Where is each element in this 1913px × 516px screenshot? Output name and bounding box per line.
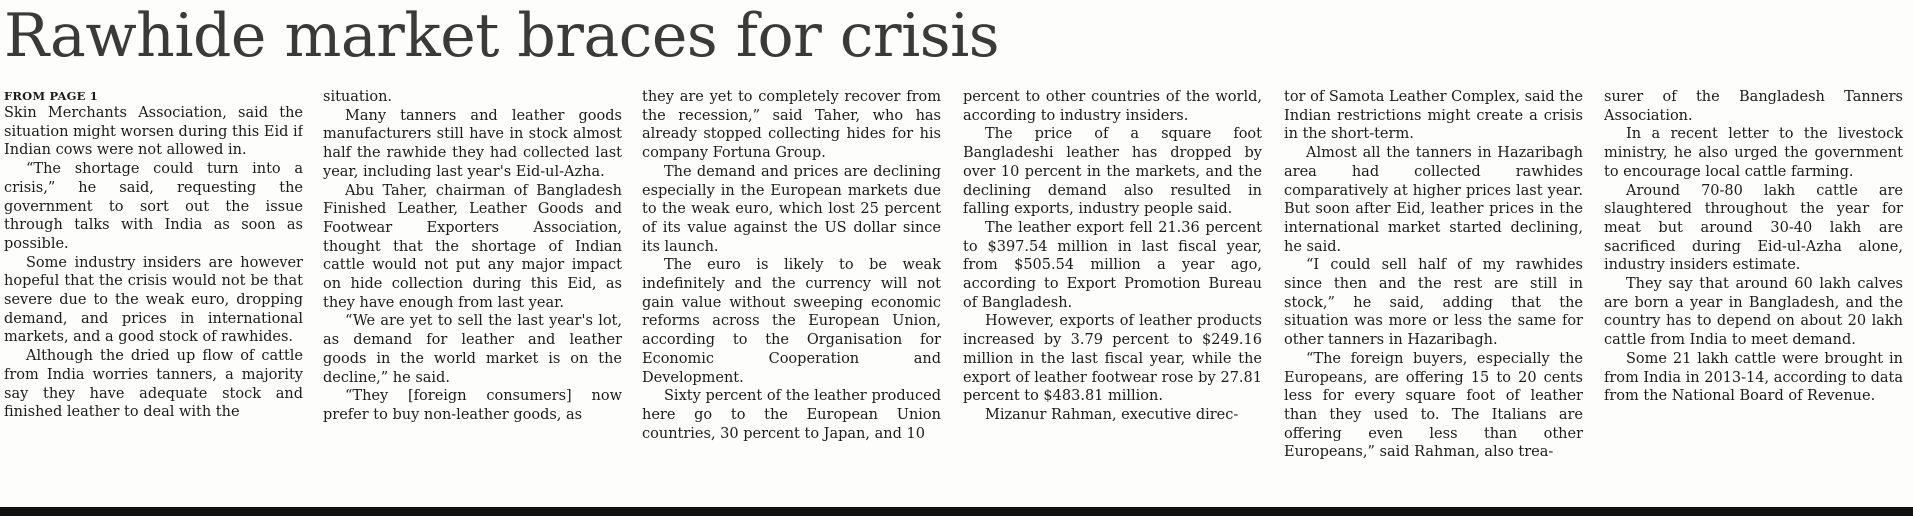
paragraph: Sixty percent of the leather produced here go to the European Union countries, 30 percent to Japan, and 10: [642, 388, 941, 442]
paragraph: Mizanur Rahman, executive direc-: [985, 406, 1239, 423]
paragraph: Around 70-80 lakh cattle are slaughtered throughout the year for meat but around 30-40 lakh are sacrificed during Eid-ul-Azha alone, industry insiders estimate.: [1604, 182, 1903, 274]
paragraph: However, exports of leather products increased by 3.79 percent to $249.16 million in the last fiscal year, while the export of leather footwear rose by 27.81 percent to $483.81 million.: [963, 313, 1262, 405]
article-column-4: [963, 88, 1262, 506]
paragraph: situation.: [323, 89, 393, 105]
paragraph: percent to other countries of the world, according to industry insiders.: [963, 89, 1262, 124]
paragraph: Many tanners and leather goods manufacturers still have in stock almost half the rawhide they had collected last year, including last year's Eid-ul-Azha.: [323, 107, 622, 180]
headline: Rawhide market braces for crisis: [4, 1, 1000, 71]
article-column-5: [1284, 88, 1583, 506]
article-column-6: [1604, 88, 1903, 506]
bottom-rule: [0, 507, 1913, 516]
paragraph: The euro is likely to be weak indefinitely and the currency will not gain value without sweeping economic reforms across the European Union, according to the Organisation for Economic Cooperation and Development.: [642, 257, 941, 386]
paragraph: They say that around 60 lakh calves are born a year in Bangladesh, and the country has to depend on about 20 lakh cattle from India to meet demand.: [1604, 276, 1903, 349]
paragraph: In a recent letter to the livestock ministry, he also urged the government to encourage local cattle farming.: [1604, 126, 1903, 180]
continued-from-label: FROM PAGE 1: [4, 89, 98, 103]
paragraph: Although the dried up flow of cattle from India worries tanners, a majority say they have adequate stock and finished leather to deal with the: [4, 348, 303, 421]
paragraph: Some industry insiders are however hopeful that the crisis would not be that severe due to the weak euro, dropping demand, and prices in international markets, and a good stock of rawhides.: [4, 254, 303, 346]
paragraph: Almost all the tanners in Hazaribagh area had collected rawhides comparatively at higher prices last year. But soon after Eid, leather prices in the international market started declining, he said.: [1284, 145, 1583, 255]
paragraph: Some 21 lakh cattle were brought in from India in 2013-14, according to data from the National Board of Revenue.: [1604, 350, 1903, 405]
paragraph: they are yet to completely recover from the recession,” said Taher, who has already stopped collecting hides for his company Fortuna Group.: [642, 89, 941, 162]
article-column-2: [323, 88, 622, 506]
paragraph: The price of a square foot Bangladeshi leather has dropped by over 10 percent in the markets, and the declining demand also resulted in falling exports, industry people said.: [963, 126, 1262, 218]
article-column-3: [642, 88, 941, 506]
paragraph: tor of Samota Leather Complex, said the Indian restrictions might create a crisis in the short-term.: [1284, 89, 1583, 143]
article-column-1: [4, 88, 303, 506]
paragraph: “The foreign buyers, especially the Europeans, are offering 15 to 20 cents less for every square foot of leather than they used to. The Italians are offering even less than other Europeans,” said Rahman, also trea-: [1284, 350, 1583, 461]
paragraph: Skin Merchants Association, said the situation might worsen during this Eid if Indian cows were not allowed in.: [4, 105, 303, 159]
paragraph: “They [foreign consumers] now prefer to buy non-leather goods, as: [323, 388, 622, 423]
paragraph: Abu Taher, chairman of Bangladesh Finished Leather, Leather Goods and Footwear Exporters Association, thought that the shortage of Indian cattle would not put any major impact on hide collection during this Eid, as they have enough from last year.: [323, 182, 622, 311]
paragraph: surer of the Bangladesh Tanners Association.: [1604, 89, 1903, 124]
paragraph: The leather export fell 21.36 percent to $397.54 million in last fiscal year, from $505.54 million a year ago, according to Export Promotion Bureau of Bangladesh.: [963, 219, 1262, 311]
paragraph: “We are yet to sell the last year's lot, as demand for leather and leather goods in the world market is on the decline,” he said.: [323, 313, 622, 386]
paragraph: “I could sell half of my rawhides since then and the rest are still in stock,” he said, adding that the situation was more or less the same for other tanners in Hazaribagh.: [1284, 257, 1583, 349]
paragraph: “The shortage could turn into a crisis,” he said, requesting the government to sort out the issue through talks with India as soon as possible.: [4, 161, 303, 252]
paragraph: The demand and prices are declining especially in the European markets due to the weak euro, which lost 25 percent of its value against the US dollar since its launch.: [642, 163, 941, 255]
